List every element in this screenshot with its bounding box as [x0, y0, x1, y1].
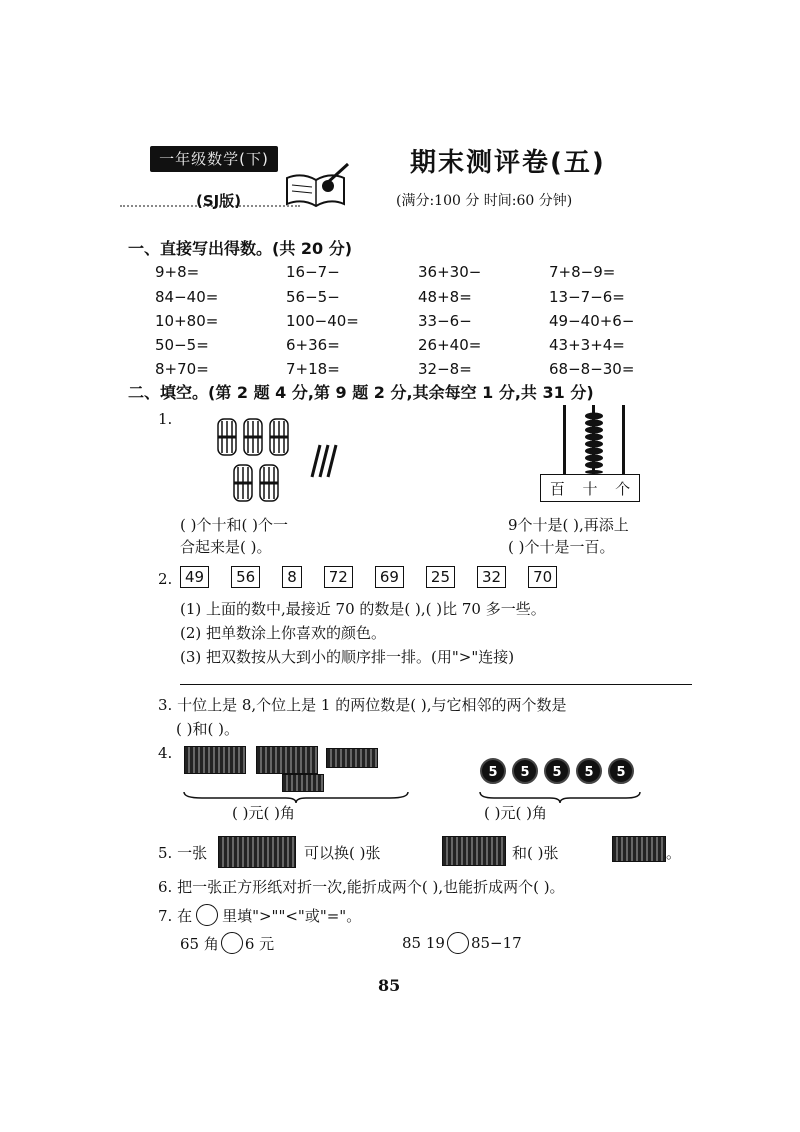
number-box: 8 [282, 566, 302, 588]
q4-number: 4. [158, 744, 173, 762]
abacus-base [540, 474, 640, 502]
calc-item: 50−5= [155, 336, 209, 354]
calc-item: 8+70= [155, 360, 209, 378]
q2-number: 2. [158, 570, 173, 588]
abacus-rod-hundreds [563, 405, 566, 475]
calc-item: 13−7−6= [549, 288, 625, 306]
calc-item: 43+3+4= [549, 336, 625, 354]
banknote-icon [612, 836, 666, 862]
book-pencil-icon [282, 160, 352, 210]
compare-circle[interactable] [196, 904, 218, 926]
calc-item: 49−40+6− [549, 312, 635, 330]
number-box: 69 [375, 566, 404, 588]
section2-heading: 二、填空。(第 2 题 4 分,第 9 题 2 分,其余每空 1 分,共 31 分) [128, 383, 594, 402]
q1-right-line2: ( )个十是一百。 [508, 538, 615, 556]
banknote-icon [256, 746, 318, 774]
q3-line1: 3. 十位上是 8,个位上是 1 的两位数是( ),与它相邻的两个数是 [158, 696, 567, 714]
compare-right-a: 85 19 [402, 934, 445, 952]
q7-compare-right [402, 932, 522, 954]
q4-right-answer: ( )元( )角 [484, 804, 547, 822]
q5-prefix: 5. 一张 [158, 844, 208, 862]
calc-item: 33−6− [418, 312, 472, 330]
coin-icon: 5 [608, 758, 634, 784]
coin-icon: 5 [480, 758, 506, 784]
calc-item: 26+40= [418, 336, 482, 354]
abacus-rod-ones [622, 405, 625, 475]
banknote-icon [184, 746, 246, 774]
q2-sub1: (1) 上面的数中,最接近 70 的数是( ),( )比 70 多一些。 [180, 600, 546, 618]
banknote-icon [326, 748, 378, 768]
calc-item: 56−5− [286, 288, 340, 306]
q1-left-line1: ( )个十和( )个一 [180, 516, 288, 534]
calc-item: 9+8= [155, 263, 200, 281]
q2-sub3: (3) 把双数按从大到小的顺序排一排。(用">"连接) [180, 648, 515, 666]
compare-left-a: 65 角 [180, 934, 219, 953]
abacus-label: 个 [615, 479, 631, 498]
number-box: 32 [477, 566, 506, 588]
edition-label: (SJ版) [196, 192, 242, 210]
number-box: 49 [180, 566, 209, 588]
q1-number: 1. [158, 410, 173, 428]
banknote-icon [218, 836, 296, 868]
calc-item: 7+8−9= [549, 263, 616, 281]
abacus-label: 十 [582, 479, 598, 498]
q5-end: 。 [666, 844, 682, 862]
calc-item: 48+8= [418, 288, 472, 306]
compare-circle[interactable] [447, 932, 469, 954]
banknote-icon [442, 836, 506, 866]
calc-item: 36+30− [418, 263, 482, 281]
grade-badge: 一年级数学(下) [150, 146, 278, 172]
abacus-label: 百 [549, 479, 565, 498]
q3-line2: ( )和( )。 [176, 720, 239, 738]
coin-icon: 5 [512, 758, 538, 784]
coin-icon: 5 [544, 758, 570, 784]
abacus-beads-icon [582, 412, 606, 474]
q1-right-line1: 9个十是( ),再添上 [508, 516, 629, 534]
q6-text: 6. 把一张正方形纸对折一次,能折成两个( ),也能折成两个( )。 [158, 878, 565, 896]
section1-heading: 一、直接写出得数。(共 20 分) [128, 239, 353, 258]
page-number: 85 [378, 976, 401, 995]
calc-item: 6+36= [286, 336, 340, 354]
q2-answer-line [180, 684, 692, 685]
number-box: 72 [324, 566, 353, 588]
brace-icon [182, 790, 410, 804]
q5-mid1: 可以换( )张 [304, 844, 381, 862]
q1-left-line2: 合起来是( )。 [180, 538, 272, 556]
coin-icon: 5 [576, 758, 602, 784]
number-box: 25 [426, 566, 455, 588]
q4-left-answer: ( )元( )角 [232, 804, 295, 822]
calc-item: 7+18= [286, 360, 340, 378]
q7-compare-left [180, 932, 274, 954]
q5-mid2: 和( )张 [512, 844, 559, 862]
calc-item: 10+80= [155, 312, 219, 330]
compare-circle[interactable] [221, 932, 243, 954]
number-box: 56 [231, 566, 260, 588]
q7-instruction [158, 904, 361, 926]
q7-suffix: 里填">""<"或"="。 [222, 906, 362, 925]
compare-left-b: 6 元 [244, 934, 275, 953]
calc-item: 68−8−30= [549, 360, 635, 378]
page-title: 期末测评卷(五) [410, 148, 606, 178]
calc-item: 16−7− [286, 263, 340, 281]
number-box: 70 [528, 566, 557, 588]
calc-item: 32−8= [418, 360, 472, 378]
calc-item: 84−40= [155, 288, 219, 306]
compare-right-b: 85−17 [470, 934, 522, 952]
bundled-sticks-icon [210, 415, 370, 507]
q7-prefix: 7. 在 [158, 906, 193, 925]
q2-number-boxes [180, 566, 557, 588]
calc-item: 100−40= [286, 312, 359, 330]
coin-row [480, 758, 634, 784]
q2-sub2: (2) 把单数涂上你喜欢的颜色。 [180, 624, 387, 642]
exam-info: (满分:100 分 时间:60 分钟) [396, 193, 573, 209]
